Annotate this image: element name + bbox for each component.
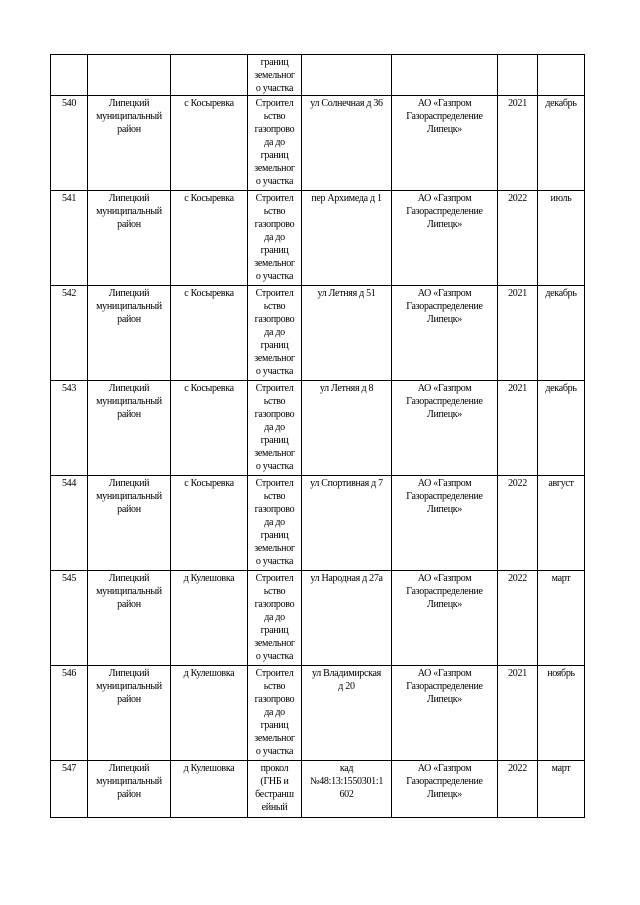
cell-year: 2022 (498, 761, 538, 818)
cell-num: 542 (51, 286, 88, 381)
cell-work: Строител ьство газопрово да до границ земельног о участка (248, 571, 302, 666)
cell-org (392, 55, 498, 96)
cell-org: АО «Газпром Газораспределение Липецк» (392, 96, 498, 191)
table-row (51, 191, 585, 286)
cell-org: АО «Газпром Газораспределение Липецк» (392, 191, 498, 286)
cell-year (498, 55, 538, 96)
cell-work: Строител ьство газопрово да до границ земельног о участка (248, 381, 302, 476)
cell-work: Строител ьство газопрово да до границ земельног о участка (248, 666, 302, 761)
cell-address: ул Народная д 27а (302, 571, 392, 666)
cell-num: 544 (51, 476, 88, 571)
cell-work: прокол (ГНБ и бестранш ейный (248, 761, 302, 818)
cell-address: кад №48:13:1550301:1 602 (302, 761, 392, 818)
cell-work: Строител ьство газопрово да до границ земельног о участка (248, 286, 302, 381)
cell-year: 2022 (498, 571, 538, 666)
cell-year: 2021 (498, 381, 538, 476)
cell-num: 541 (51, 191, 88, 286)
cell-year: 2021 (498, 666, 538, 761)
cell-year: 2022 (498, 191, 538, 286)
cell-month: август (538, 476, 585, 571)
cell-num: 546 (51, 666, 88, 761)
cell-village: с Косыревка (171, 96, 248, 191)
cell-district: Липецкий муниципальный район (88, 571, 171, 666)
cell-village: с Косыревка (171, 381, 248, 476)
cell-org: АО «Газпром Газораспределение Липецк» (392, 286, 498, 381)
cell-district: Липецкий муниципальный район (88, 381, 171, 476)
cell-month (538, 55, 585, 96)
cell-org: АО «Газпром Газораспределение Липецк» (392, 571, 498, 666)
cell-num: 540 (51, 96, 88, 191)
table-row (51, 381, 585, 476)
cell-month: март (538, 571, 585, 666)
table-row (51, 571, 585, 666)
construction-schedule-table (50, 54, 585, 818)
cell-month: декабрь (538, 286, 585, 381)
cell-year: 2021 (498, 286, 538, 381)
table-row (51, 96, 585, 191)
cell-district: Липецкий муниципальный район (88, 761, 171, 818)
table-row (51, 286, 585, 381)
cell-address: ул Летняя д 8 (302, 381, 392, 476)
cell-num: 543 (51, 381, 88, 476)
cell-month: декабрь (538, 381, 585, 476)
cell-village: д Кулешовка (171, 761, 248, 818)
cell-org: АО «Газпром Газораспределение Липецк» (392, 381, 498, 476)
cell-village (171, 55, 248, 96)
cell-org: АО «Газпром Газораспределение Липецк» (392, 476, 498, 571)
cell-work: Строител ьство газопрово да до границ земельног о участка (248, 96, 302, 191)
cell-village: с Косыревка (171, 476, 248, 571)
cell-address (302, 55, 392, 96)
cell-address: ул Летняя д 51 (302, 286, 392, 381)
cell-village: с Косыревка (171, 286, 248, 381)
cell-month: ноябрь (538, 666, 585, 761)
table-row (51, 476, 585, 571)
cell-org: АО «Газпром Газораспределение Липецк» (392, 761, 498, 818)
cell-district: Липецкий муниципальный район (88, 191, 171, 286)
table-row (51, 666, 585, 761)
table-row-continued (51, 55, 585, 96)
cell-num: 547 (51, 761, 88, 818)
cell-district: Липецкий муниципальный район (88, 666, 171, 761)
cell-village: д Кулешовка (171, 666, 248, 761)
cell-village: д Кулешовка (171, 571, 248, 666)
cell-org: АО «Газпром Газораспределение Липецк» (392, 666, 498, 761)
cell-address: ул Владимирская д 20 (302, 666, 392, 761)
cell-district (88, 55, 171, 96)
cell-district: Липецкий муниципальный район (88, 476, 171, 571)
table-row (51, 761, 585, 818)
cell-num (51, 55, 88, 96)
cell-month: июль (538, 191, 585, 286)
cell-num: 545 (51, 571, 88, 666)
cell-month: март (538, 761, 585, 818)
cell-district: Липецкий муниципальный район (88, 286, 171, 381)
cell-village: с Косыревка (171, 191, 248, 286)
cell-work: границ земельног о участка (248, 55, 302, 96)
cell-address: ул Спортивная д 7 (302, 476, 392, 571)
cell-address: пер Архимеда д 1 (302, 191, 392, 286)
cell-address: ул Солнечная д 36 (302, 96, 392, 191)
cell-district: Липецкий муниципальный район (88, 96, 171, 191)
cell-work: Строител ьство газопрово да до границ земельног о участка (248, 476, 302, 571)
cell-month: декабрь (538, 96, 585, 191)
cell-year: 2022 (498, 476, 538, 571)
cell-work: Строител ьство газопрово да до границ земельног о участка (248, 191, 302, 286)
cell-year: 2021 (498, 96, 538, 191)
